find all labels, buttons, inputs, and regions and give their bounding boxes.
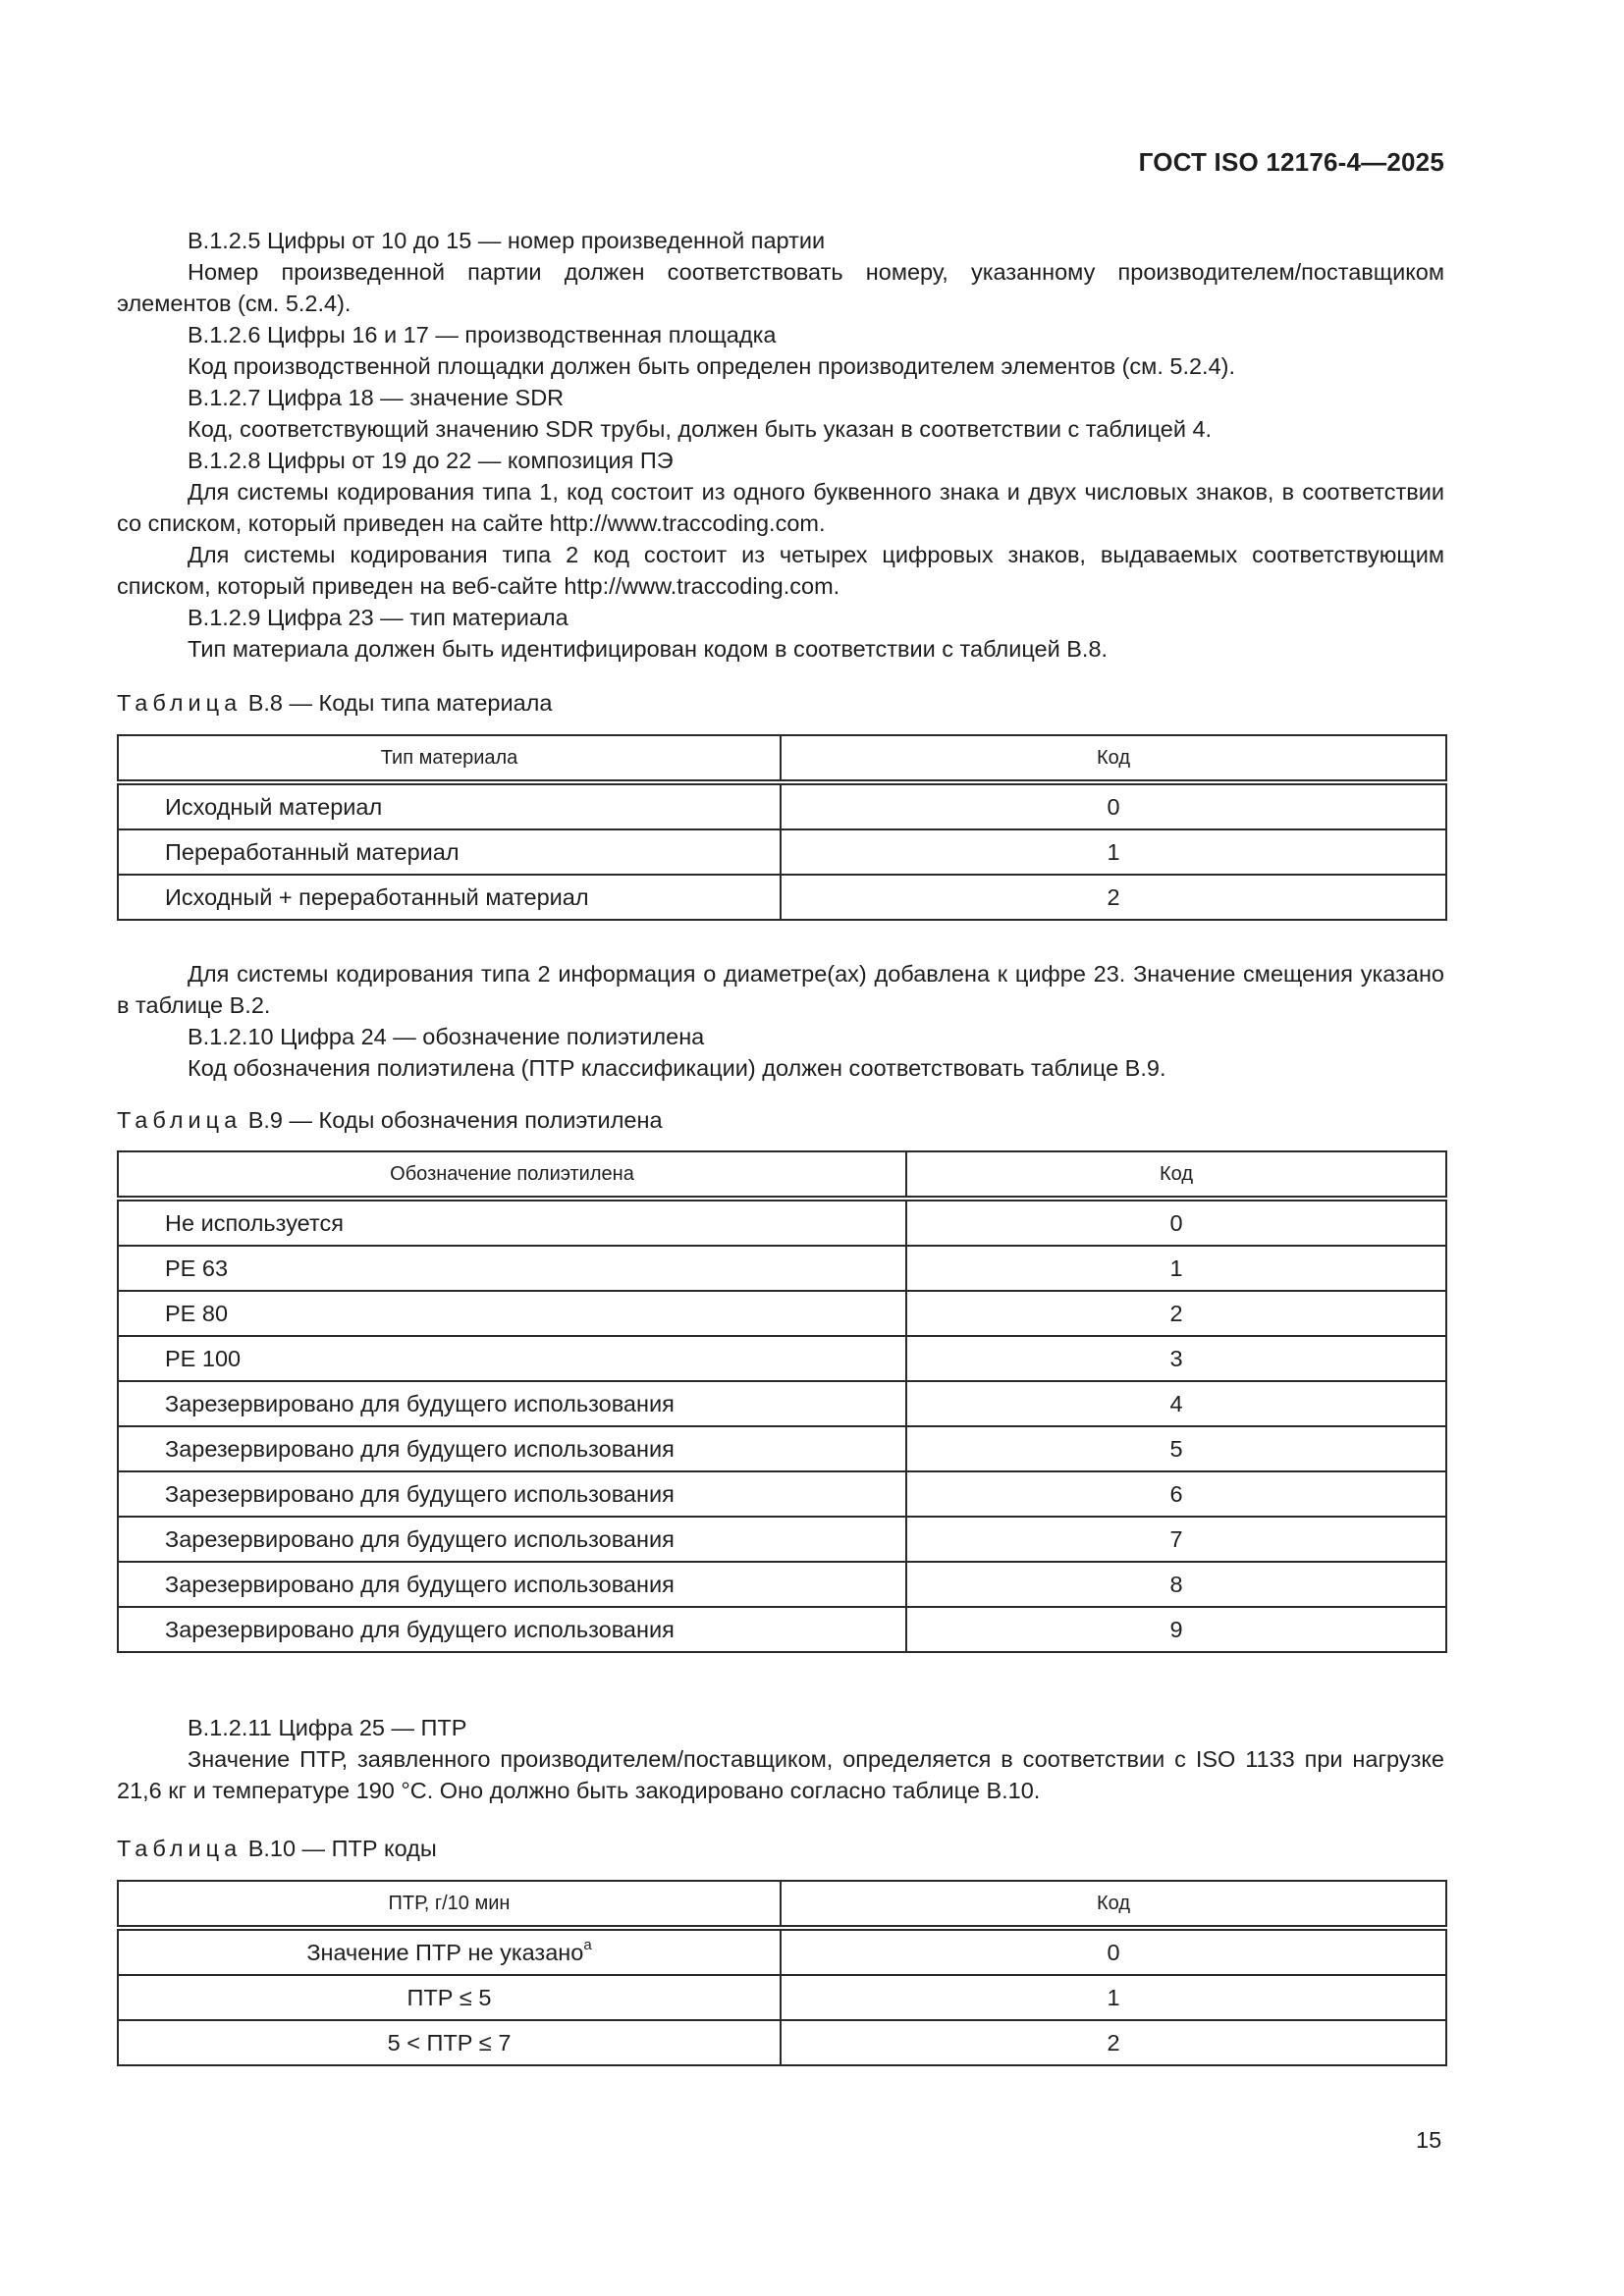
table-row [118,1517,1446,1562]
table-caption-label: Таблица [117,690,243,716]
clause-heading: В.1.2.7 Цифра 18 — значение SDR [188,385,565,410]
table-cell: 0 [781,782,1446,829]
clause-heading: В.1.2.5 Цифры от 10 до 15 — номер произведенной партии [188,228,826,253]
table-cell: 0 [906,1199,1446,1246]
table-cell [118,1928,781,1975]
column-header: Код [781,735,1446,782]
table-caption-b8 [117,690,552,717]
document-header: ГОСТ ISO 12176-4—2025 [1138,147,1444,177]
table-cell: PE 63 [118,1246,906,1291]
paragraph: Значение ПТР, заявленного производителем/поставщиком, определяется в соответствии с ISO 1133 при нагрузке 21,6 кг и температуре 190 °C. Оно должно быть закодировано согласно таблице В.10. [117,1746,1444,1803]
table-cell: 7 [906,1517,1446,1562]
table-row [118,1246,1446,1291]
paragraph: Для системы кодирования типа 1, код состоит из одного буквенного знака и двух числовых знаков, в соответствии со списком, который приведен на сайте http://www.traccoding.com. [117,479,1444,536]
table-caption-b9 [117,1107,663,1134]
paragraph: Для системы кодирования типа 2 информация о диаметре(ах) добавлена к цифре 23. Значение смещения указано в таблице В.2. [117,961,1444,1018]
table-row [118,1607,1446,1652]
table-row [118,1381,1446,1426]
table-cell: Зарезервировано для будущего использования [118,1426,906,1471]
table-header-row [118,735,1446,782]
paragraph: Для системы кодирования типа 2 код состоит из четырех цифровых знаков, выдаваемых соответствующим списком, который приведен на веб-сайте http://www.traccoding.com. [117,542,1444,599]
table-b9 [117,1150,1447,1653]
column-header: Код [781,1881,1446,1928]
clause-heading: В.1.2.10 Цифра 24 — обозначение полиэтилена [188,1024,705,1049]
table-cell: Исходный + переработанный материал [118,875,781,920]
table-cell: PE 100 [118,1336,906,1381]
table-row [118,1199,1446,1246]
table-b8 [117,734,1447,921]
table-cell: 1 [781,829,1446,875]
clause-heading: В.1.2.9 Цифра 23 — тип материала [188,605,568,630]
table-cell: 4 [906,1381,1446,1426]
table-row [118,1291,1446,1336]
table-row [118,1928,1446,1975]
table-cell: Зарезервировано для будущего использования [118,1381,906,1426]
table-row [118,875,1446,920]
table-row [118,1336,1446,1381]
table-cell: 2 [781,875,1446,920]
table-cell: Зарезервировано для будущего использования [118,1607,906,1652]
table-cell: 8 [906,1562,1446,1607]
column-header: ПТР, г/10 мин [118,1881,781,1928]
table-cell: Исходный материал [118,782,781,829]
clause-heading: В.1.2.11 Цифра 25 — ПТР [188,1715,467,1740]
table-cell: 6 [906,1471,1446,1517]
clause-heading: В.1.2.8 Цифры от 19 до 22 — композиция ПЭ [188,448,674,473]
table-caption-title: В.8 — Коды типа материала [247,690,553,716]
table-row [118,1471,1446,1517]
table-cell-text: Значение ПТР не указано [306,1939,584,1965]
column-header: Обозначение полиэтилена [118,1151,906,1199]
table-row [118,2020,1446,2065]
paragraph: Тип материала должен быть идентифицирован кодом в соответствии с таблицей В.8. [188,636,1109,662]
table-caption-title: В.9 — Коды обозначения полиэтилена [247,1107,663,1133]
table-header-row [118,1881,1446,1928]
footnote-marker: a [583,1936,592,1953]
table-cell: 9 [906,1607,1446,1652]
paragraph: Код производственной площадки должен быть определен производителем элементов (см. 5.2.4). [188,353,1236,379]
table-cell: PE 80 [118,1291,906,1336]
table-caption-label: Таблица [117,1836,243,1861]
table-cell: 5 < ПТР ≤ 7 [118,2020,781,2065]
table-row [118,1562,1446,1607]
table-caption-b10 [117,1836,437,1862]
table-row [118,1426,1446,1471]
table-cell: Зарезервировано для будущего использования [118,1517,906,1562]
column-header: Код [906,1151,1446,1199]
table-caption-title: В.10 — ПТР коды [247,1836,437,1861]
paragraph: Код обозначения полиэтилена (ПТР классификации) должен соответствовать таблице В.9. [188,1055,1166,1081]
table-header-row [118,1151,1446,1199]
table-cell: 1 [906,1246,1446,1291]
table-cell: 2 [781,2020,1446,2065]
paragraph: Код, соответствующий значению SDR трубы, должен быть указан в соответствии с таблицей 4. [188,416,1213,442]
paragraph: Номер произведенной партии должен соответствовать номеру, указанному производителем/поставщиком элементов (см. 5.2.4). [117,259,1444,316]
table-cell: Переработанный материал [118,829,781,875]
table-cell: 3 [906,1336,1446,1381]
table-row [118,782,1446,829]
clause-heading: В.1.2.6 Цифры 16 и 17 — производственная площадка [188,322,777,347]
table-row [118,829,1446,875]
table-cell: Зарезервировано для будущего использования [118,1562,906,1607]
table-cell: 5 [906,1426,1446,1471]
table-row [118,1975,1446,2020]
table-cell: 0 [781,1928,1446,1975]
table-cell: Не используется [118,1199,906,1246]
table-cell: 1 [781,1975,1446,2020]
table-cell: 2 [906,1291,1446,1336]
page-number: 15 [1416,2127,1442,2153]
table-b10 [117,1880,1447,2066]
column-header: Тип материала [118,735,781,782]
table-cell: Зарезервировано для будущего использования [118,1471,906,1517]
table-caption-label: Таблица [117,1107,243,1133]
table-cell: ПТР ≤ 5 [118,1975,781,2020]
